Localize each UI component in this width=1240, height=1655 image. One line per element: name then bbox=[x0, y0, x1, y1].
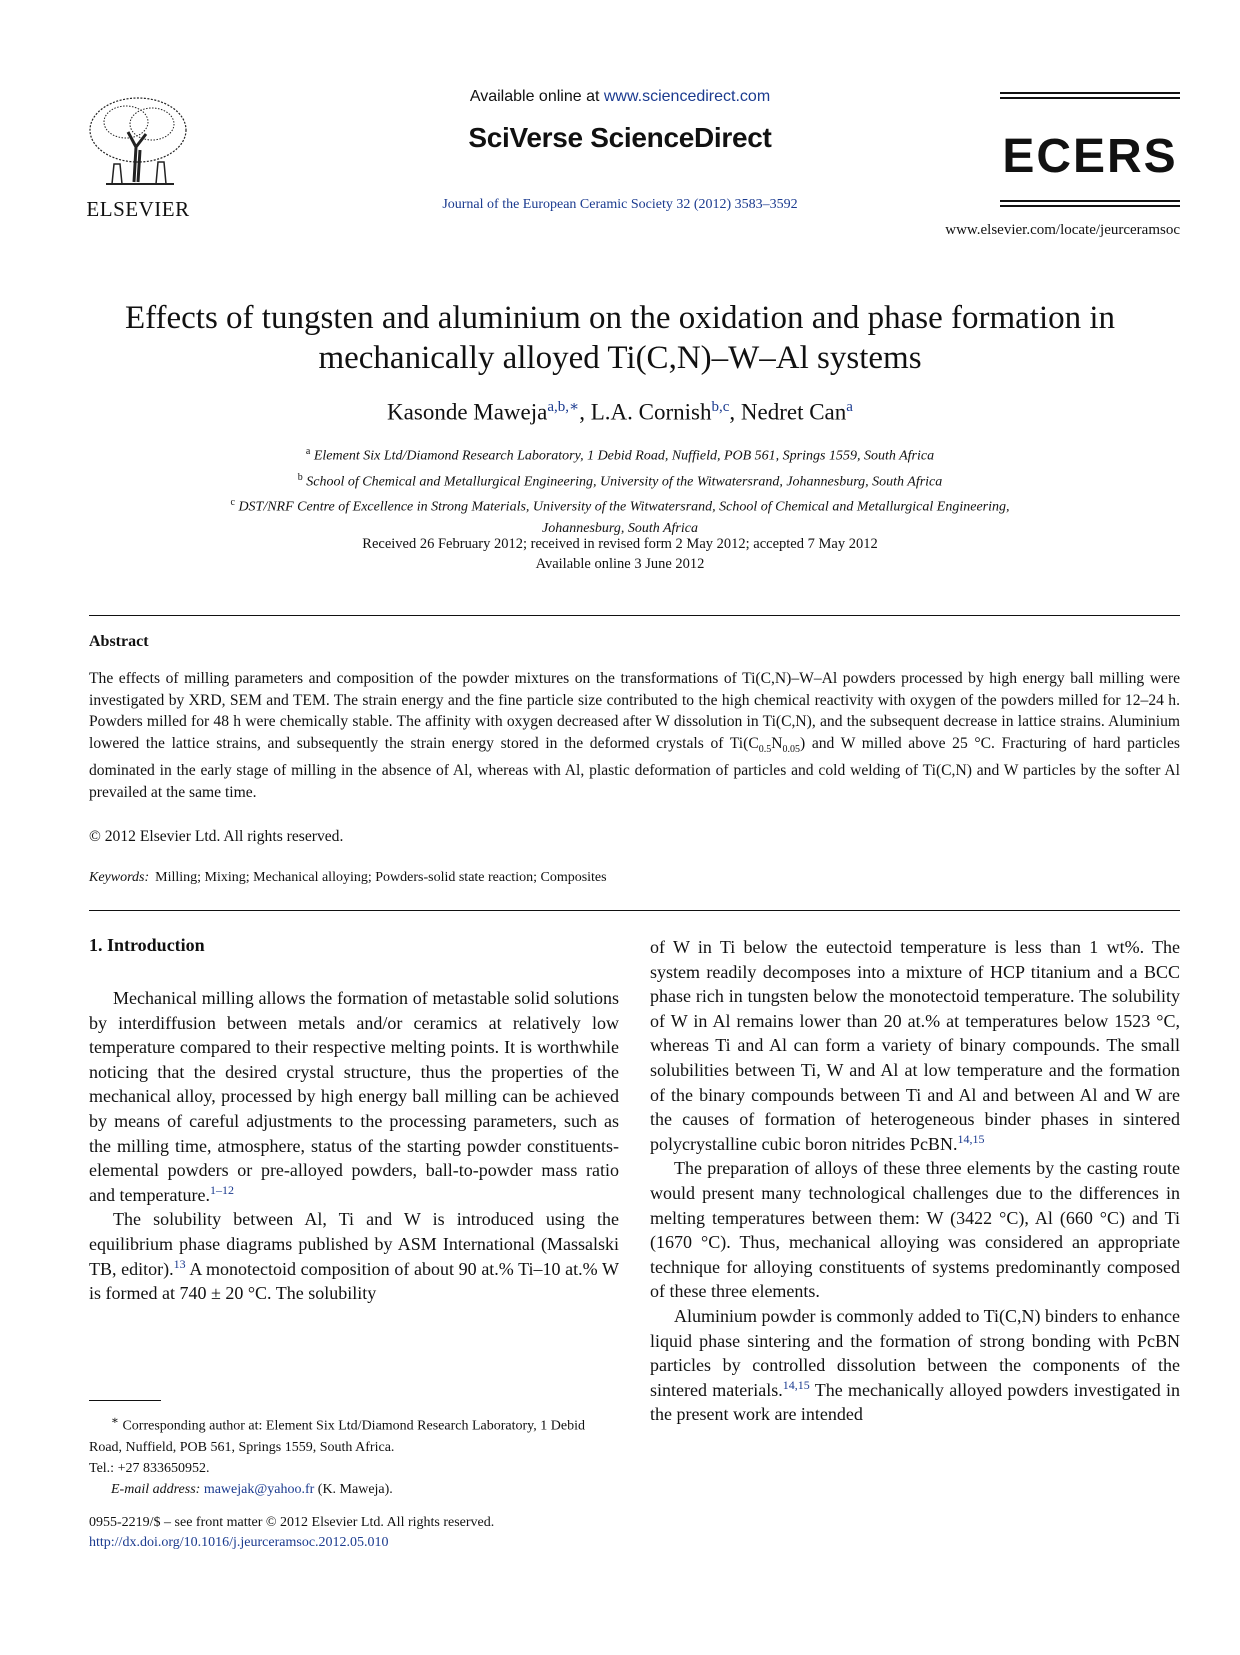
ref-13[interactable]: 13 bbox=[173, 1256, 186, 1271]
front-matter-text: 0955-2219/$ – see front matter © 2012 Elsevier Ltd. All rights reserved. bbox=[89, 1515, 495, 1530]
logo-rule-top-2 bbox=[1000, 97, 1180, 99]
article-history bbox=[60, 534, 1180, 574]
title-line-2: mechanically alloyed Ti(C,N)–W–Al systems bbox=[318, 340, 922, 376]
author-1-sup[interactable]: a,b,∗ bbox=[547, 399, 580, 415]
left-column bbox=[89, 986, 619, 1306]
author-list bbox=[60, 397, 1180, 426]
paragraph-1: Mechanical milling allows the formation of metastable solid solutions by interdiffusion between metals and/or ceramics at relatively low temperature compared to their respective melting points. It is worthwhile noticing that the desired crystal structure, thus the properties of the mechanical alloy, processed by high energy ball milling can be achieved by means of careful adjustments to the processing parameters, such as the milling time, atmosphere, status of the starting powder constituents-elemental powders or pre-alloyed powders, ball-to-powder mass ratio and temperature.$^{1-12}$ bbox=[89, 988, 619, 1205]
available-prefix: Available online at bbox=[469, 88, 604, 105]
journal-homepage[interactable]: www.elsevier.com/locate/jeurceramsoc bbox=[945, 222, 1180, 238]
author-2-sup[interactable]: b,c bbox=[711, 399, 730, 415]
footnote-tel: Tel.: +27 833650952. bbox=[89, 1460, 210, 1476]
corresponding-author-footnote: ∗ Corresponding author at: Element Six Ltd/Diamond Research Laboratory, 1 Debid Road, Nuffield, POB 561, Springs 1559, South Africa. Tel.: +27 833650952. E-mail address: mawejak@yahoo.fr (K. Maweja). bbox=[89, 1410, 619, 1500]
online-date: Available online 3 June 2012 bbox=[535, 556, 705, 572]
sciencedirect-link[interactable]: www.sciencedirect.com bbox=[603, 88, 771, 105]
keywords-list: Milling; Mixing; Mechanical alloying; Powders-solid state reaction; Composites bbox=[155, 870, 607, 885]
doi-link[interactable]: http://dx.doi.org/10.1016/j.jeurceramsoc.2012.05.010 bbox=[89, 1535, 389, 1550]
front-matter bbox=[89, 1513, 494, 1553]
author-2[interactable]: , L.A. Cornish bbox=[579, 399, 712, 425]
affiliation-b: $^b$ School of Chemical and Metallurgical Engineering, University of the Witwatersrand, Johannesburg, South Africa bbox=[297, 471, 943, 490]
keywords bbox=[89, 870, 607, 886]
elsevier-wordmark: ELSEVIER bbox=[86, 197, 190, 221]
elsevier-tree-icon bbox=[86, 92, 190, 192]
abstract-heading: Abstract bbox=[89, 633, 149, 650]
paragraph-r3: Aluminium powder is commonly added to Ti(C,N) binders to enhance liquid phase sintering and the formation of strong bonding with PcBN particles by controlled dissolution between the components of the sintered materials.$^{14,15}$ The mechanically alloyed powders investigated in the present work are intended bbox=[650, 1305, 1180, 1425]
abstract-text: The effects of milling parameters and composition of the powder mixtures on the transformations of Ti(C,N)–W–Al powders processed by high energy ball milling were investigated by XRD, SEM and TEM. The strain energy and the fine particle size contributed to the high chemical reactivity with oxygen of the powders milled for 12–24 h. Powders milled for 48 h were chemically stable. The affinity with oxygen decreased after W dissolution in Ti(C,N), and the subsequent decrease in lattice strains. Aluminium lowered the lattice strains, and subsequently the strain energy stored in the deformed crystals of $Ti(C_{0.5}N_{0.05})$ and W milled above 25 °C. Fracturing of hard particles dominated in the early stage of milling in the absence of Al, whereas with Al, plastic deformation of particles and cold welding of Ti(C,N) and W particles by the softer Al prevailed at the same time. bbox=[89, 670, 1180, 801]
logo-rule-bottom bbox=[1000, 200, 1180, 202]
article-title bbox=[60, 298, 1180, 378]
abstract-rule-top bbox=[89, 615, 1180, 616]
ecers-logo bbox=[1000, 124, 1180, 186]
abstract-copyright: © 2012 Elsevier Ltd. All rights reserved. bbox=[89, 828, 344, 845]
footnote-rule bbox=[89, 1400, 161, 1401]
elsevier-logo bbox=[82, 92, 194, 222]
journal-reference[interactable]: Journal of the European Ceramic Society 32 (2012) 3583–3592 bbox=[442, 197, 798, 212]
ref-14-15-b[interactable]: 14,15 bbox=[782, 1377, 810, 1392]
right-column bbox=[650, 935, 1180, 1427]
paragraph-r2: The preparation of alloys of these three elements by the casting route would present many technological challenges due to the differences in melting temperatures between them: W (3422 °C), Al (660 °C) and Ti (1670 °C). Thus, mechanical alloying was considered an appropriate technique for alloying constituents of systems predominantly composed of these three elements. bbox=[650, 1158, 1180, 1302]
section-heading-introduction: 1. Introduction bbox=[89, 935, 205, 955]
affiliation-a: $^a$ Element Six Ltd/Diamond Research Laboratory, 1 Debid Road, Nuffield, POB 561, Springs 1559, South Africa bbox=[305, 446, 935, 464]
affiliation-c: $^c$ DST/NRF Centre of Excellence in Strong Materials, University of the Witwatersrand, School of Chemical and Metallurgical Engineering, bbox=[230, 497, 1010, 515]
author-3-sup[interactable]: a bbox=[846, 399, 853, 415]
platform-name: SciVerse ScienceDirect bbox=[468, 122, 772, 153]
author-1[interactable]: Kasonde Maweja bbox=[387, 399, 548, 425]
email-link[interactable]: mawejak@yahoo.fr bbox=[203, 1481, 315, 1497]
affiliation-c-cont: Johannesburg, South Africa bbox=[542, 520, 698, 536]
available-online bbox=[300, 88, 940, 106]
keywords-label: Keywords: bbox=[89, 870, 150, 885]
received-dates: Received 26 February 2012; received in revised form 2 May 2012; accepted 7 May 2012 bbox=[362, 536, 878, 552]
ecers-logo-text: ECERS bbox=[1002, 130, 1178, 183]
author-3[interactable]: , Nedret Can bbox=[729, 399, 847, 425]
ref-1-12[interactable]: 1–12 bbox=[209, 1182, 234, 1197]
paragraph-r1: of W in Ti below the eutectoid temperature is less than 1 wt%. The system readily decomposes into a mixture of HCP titanium and a BCC phase rich in tungsten below the monotectoid temperature. The solubility of W in Al remains lower than 20 at.% at temperatures below 1523 °C, whereas Ti and Al can form a variety of binary compounds. The small solubilities between Ti, W and Al at low temperature and the formation of the binary compounds between Ti and Al and between Al and W are the causes of formation of heterogeneous binder phases in sintered polycrystalline cubic boron nitrides PcBN.$^{14,15}$ bbox=[650, 937, 1180, 1154]
logo-rule-bottom-2 bbox=[1000, 205, 1180, 207]
logo-rule-top bbox=[1000, 92, 1180, 94]
paragraph-2: The solubility between Al, Ti and W is introduced using the equilibrium phase diagrams published by ASM International (Massalski TB, editor).$^{13}$ A monotectoid composition of about 90 at.% Ti–10 at.% W is formed at 740 ± 20 °C. The solubility bbox=[89, 1209, 619, 1304]
abstract-rule-bottom bbox=[89, 910, 1180, 911]
ref-14-15-a[interactable]: 14,15 bbox=[957, 1131, 985, 1146]
title-line-1: Effects of tungsten and aluminium on the oxidation and phase formation in bbox=[124, 300, 1116, 336]
affiliations bbox=[60, 441, 1180, 539]
